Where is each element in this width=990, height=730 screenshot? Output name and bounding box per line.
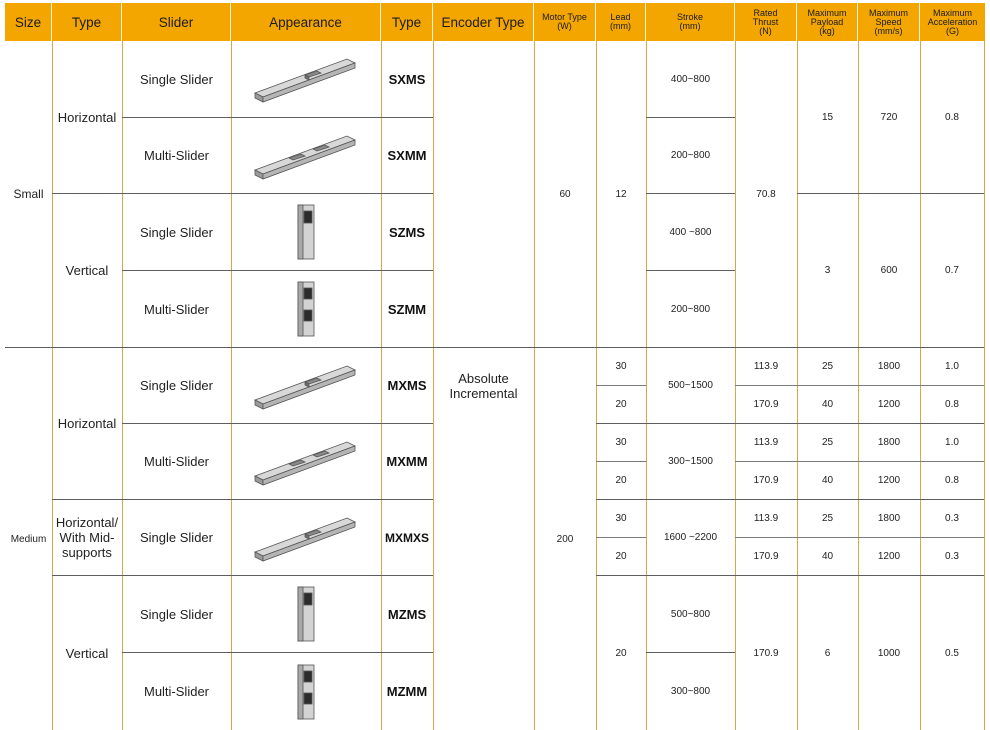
medium-max-acceleration: 0.8 — [945, 475, 959, 486]
header-stroke-line-2: (mm) — [679, 21, 701, 31]
header-accel-line-1: Maximum — [932, 7, 972, 18]
vertical-actuator-image — [295, 663, 317, 721]
medium-max-acceleration: 0.8 — [945, 399, 959, 410]
model-code: SZMS — [388, 224, 426, 240]
stroke-range: 500~1500 — [668, 380, 713, 391]
model-code: SXMM — [387, 148, 427, 163]
small-motor-type: 60 — [559, 188, 571, 200]
type-mid-line-2: With Mid- — [59, 530, 115, 545]
type-medium-vertical: Vertical — [65, 645, 109, 661]
type-mid-line-3: supports — [62, 545, 112, 560]
medium-rated-thrust: 170.9 — [753, 475, 779, 486]
header-stroke-line-1: Stroke — [676, 12, 703, 22]
stroke-range: 400 ~800 — [669, 226, 712, 238]
header-accel-line-3: (G) — [946, 25, 959, 36]
encoder-line-2: Incremental — [449, 385, 518, 401]
header-max-speed — [858, 3, 920, 41]
appearance-image — [231, 424, 381, 499]
model-code: MXMM — [386, 454, 428, 469]
horizontal-actuator-image — [251, 53, 361, 105]
medium-rated-thrust: 170.9 — [753, 551, 779, 562]
medium-max-acceleration: 0.3 — [945, 551, 959, 562]
size-medium: Medium — [10, 533, 47, 545]
slider-label: Single Slider — [140, 71, 213, 87]
header-thrust-line-1: Rated — [753, 7, 778, 18]
slider-label: Multi-Slider — [143, 684, 209, 699]
header-lead-line-2: (mm) — [610, 21, 631, 31]
medium-vertical-thrust: 170.9 — [753, 647, 779, 659]
small-rated-thrust: 70.8 — [756, 188, 776, 200]
appearance-image — [231, 271, 381, 347]
header-stroke — [646, 3, 735, 41]
medium-rated-thrust: 113.9 — [753, 513, 779, 524]
stroke-range: 1600 ~2200 — [663, 532, 718, 543]
stroke-range: 300~800 — [670, 686, 711, 697]
header-lead-line-1: Lead — [610, 12, 631, 22]
header-type: Type — [52, 3, 122, 41]
appearance-image — [231, 500, 381, 575]
type-medium-mid-supports — [52, 500, 122, 575]
encoder-type — [433, 41, 534, 730]
small-horizontal-payload: 15 — [821, 111, 834, 123]
small-horizontal-speed: 720 — [880, 111, 898, 123]
small-horizontal-acceleration: 0.8 — [945, 111, 959, 123]
model-code: SXMS — [388, 71, 426, 87]
header-thrust-line-2: Thrust — [752, 16, 779, 27]
header-appearance: Appearance — [231, 3, 381, 41]
model-code: MZMM — [386, 684, 428, 699]
header-encoder-type: Encoder Type — [433, 3, 534, 41]
header-max-acceleration — [920, 3, 985, 41]
appearance-image — [231, 348, 381, 423]
medium-rated-thrust: 113.9 — [753, 437, 779, 448]
medium-lead: 20 — [615, 399, 627, 410]
medium-rated-thrust: 170.9 — [753, 399, 779, 410]
horizontal-actuator-image — [251, 360, 361, 412]
stroke-range: 400~800 — [670, 73, 711, 85]
slider-label: Multi-Slider — [143, 148, 209, 163]
medium-lead: 20 — [615, 551, 627, 562]
medium-max-payload: 25 — [821, 513, 834, 524]
vertical-actuator-image — [295, 280, 317, 338]
header-motor-type — [534, 3, 596, 41]
medium-max-acceleration: 1.0 — [945, 437, 959, 448]
appearance-image — [231, 41, 381, 117]
header-speed-line-3: (mm/s) — [874, 25, 903, 36]
slider-label: Multi-Slider — [143, 301, 209, 317]
header-motor-line-1: Motor Type — [542, 12, 587, 22]
medium-vertical-speed: 1000 — [877, 647, 901, 659]
small-vertical-acceleration: 0.7 — [945, 265, 959, 276]
small-vertical-payload: 3 — [824, 265, 831, 276]
appearance-image — [231, 194, 381, 270]
medium-lead: 30 — [615, 513, 627, 524]
medium-max-speed: 1200 — [877, 551, 901, 562]
stroke-range: 200~800 — [670, 150, 711, 161]
medium-max-speed: 1800 — [877, 513, 901, 524]
header-model-type: Type — [381, 3, 433, 41]
medium-vertical-acceleration: 0.5 — [945, 647, 959, 659]
header-size: Size — [5, 3, 52, 41]
header-rated-thrust — [735, 3, 797, 41]
type-medium-horizontal: Horizontal — [57, 416, 117, 431]
medium-motor-type: 200 — [556, 533, 574, 545]
horizontal-actuator-image — [251, 130, 361, 182]
stroke-range: 200~800 — [670, 303, 711, 315]
header-speed-line-2: Speed — [875, 16, 902, 27]
model-code: MXMS — [387, 378, 427, 393]
appearance-image — [231, 576, 381, 652]
slider-label: Single Slider — [140, 530, 213, 545]
slider-label: Single Slider — [140, 606, 213, 622]
medium-rated-thrust: 113.9 — [753, 361, 779, 372]
medium-max-payload: 25 — [821, 437, 834, 448]
slider-label: Single Slider — [140, 378, 213, 393]
size-small: Small — [13, 187, 44, 201]
header-thrust-line-3: (N) — [759, 25, 772, 36]
header-payload-line-2: Payload — [810, 16, 844, 27]
small-lead: 12 — [615, 188, 627, 200]
horizontal-actuator-image — [251, 512, 361, 564]
small-vertical-speed: 600 — [880, 265, 898, 276]
header-speed-line-1: Maximum — [868, 7, 908, 18]
vertical-actuator-image — [295, 203, 317, 261]
medium-max-payload: 40 — [821, 475, 834, 486]
medium-max-payload: 40 — [821, 399, 834, 410]
type-mid-line-1: Horizontal/ — [55, 515, 119, 530]
medium-max-payload: 25 — [821, 361, 834, 372]
header-lead — [596, 3, 646, 41]
header-accel-line-2: Acceleration — [927, 16, 978, 27]
slider-label: Multi-Slider — [143, 454, 209, 469]
model-code: SZMM — [387, 301, 427, 317]
type-small-vertical: Vertical — [65, 263, 109, 278]
medium-lead: 20 — [615, 475, 627, 486]
header-max-payload — [797, 3, 858, 41]
medium-max-speed: 1800 — [877, 361, 901, 372]
stroke-range: 500~800 — [670, 608, 711, 620]
medium-max-acceleration: 0.3 — [945, 513, 959, 524]
medium-max-payload: 40 — [821, 551, 834, 562]
medium-max-speed: 1200 — [877, 475, 901, 486]
grid-line — [984, 41, 985, 730]
model-code: MXMXS — [384, 530, 429, 545]
type-small-horizontal: Horizontal — [57, 109, 117, 125]
slider-label: Single Slider — [140, 224, 213, 240]
medium-lead: 30 — [615, 437, 627, 448]
medium-max-acceleration: 1.0 — [945, 361, 959, 372]
stroke-range: 300~1500 — [668, 456, 713, 467]
model-code: MZMS — [387, 606, 427, 622]
header-slider: Slider — [122, 3, 231, 41]
header-motor-line-2: (W) — [557, 21, 572, 31]
appearance-image — [231, 653, 381, 730]
horizontal-actuator-image — [251, 436, 361, 488]
medium-vertical-lead: 20 — [615, 647, 627, 659]
encoder-line-1: Absolute — [458, 370, 509, 386]
medium-max-speed: 1800 — [877, 437, 901, 448]
appearance-image — [231, 118, 381, 193]
medium-lead: 30 — [615, 361, 627, 372]
vertical-actuator-image — [295, 585, 317, 643]
header-payload-line-1: Maximum — [807, 7, 847, 18]
medium-vertical-payload: 6 — [824, 647, 831, 659]
medium-max-speed: 1200 — [877, 399, 901, 410]
header-payload-line-3: (kg) — [819, 25, 835, 36]
